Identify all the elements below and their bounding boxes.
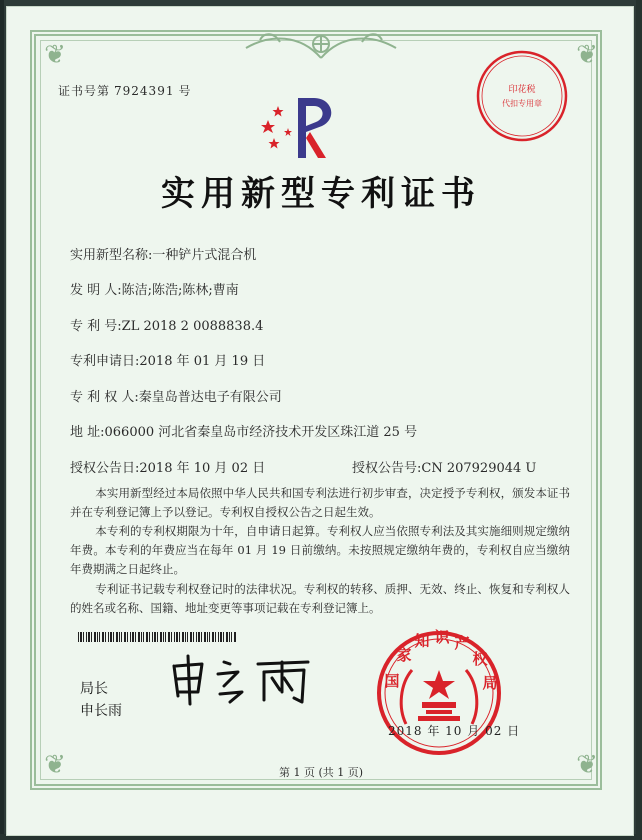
- svg-text:识: 识: [434, 628, 450, 646]
- field-row: [70, 421, 417, 440]
- stamp-duty-seal-line2: 代扣专用章: [502, 99, 542, 108]
- page-number: 第 1 页 (共 1 页): [278, 766, 364, 779]
- certificate-number-value: 7924391: [114, 84, 175, 98]
- barcode: [78, 632, 238, 642]
- grant-date-label: 授权公告日:: [70, 461, 140, 476]
- field-label: 实用新型名称:: [70, 248, 153, 263]
- certificate-number-label: 证书号第: [58, 84, 111, 98]
- svg-text:产: 产: [454, 634, 470, 652]
- paragraph: 本实用新型经过本局依照中华人民共和国专利法进行初步审查，决定授予专利权，颁发本证书并在专利登记簿上予以登记。专利权自授权公告之日起生效。: [70, 486, 570, 519]
- grant-date: [70, 457, 265, 476]
- certificate-number-suffix: 号: [178, 84, 192, 98]
- field-row: [70, 350, 265, 369]
- certificate-number: [58, 82, 195, 99]
- stamp-duty-seal-line1: 印花税: [508, 85, 536, 95]
- field-value: ZL 2018 2 0088838.4: [121, 319, 264, 334]
- svg-text:局: 局: [482, 674, 498, 692]
- field-label: 专 利 权 人:: [70, 390, 139, 405]
- field-row: [70, 244, 256, 263]
- corner-ornament-icon: ❦: [576, 750, 598, 780]
- corner-ornament-icon: ❦: [44, 40, 66, 70]
- svg-text:家: 家: [396, 646, 412, 664]
- field-value: 2018 年 01 月 19 日: [139, 354, 266, 369]
- field-label: 专 利 号:: [70, 319, 122, 334]
- svg-text:知: 知: [414, 632, 430, 650]
- director-name: 申长雨: [80, 703, 122, 719]
- field-row: [70, 279, 239, 298]
- field-value: 秦皇岛普达电子有限公司: [138, 390, 282, 405]
- patent-office-logo-icon: [260, 92, 350, 162]
- handwritten-signature: [168, 652, 318, 708]
- paragraph: 本专利的专利权期限为十年，自申请日起算。专利权人应当依照专利法及其实施细则规定缴纳年费。本专利的年费应当在每年 01 月 19 日前缴纳。未按照规定缴纳年费的，专利权自应当缴纳年费期满之日起终止。: [70, 524, 570, 576]
- grant-number-value: CN 207929044 U: [421, 461, 537, 476]
- field-row: [70, 315, 263, 334]
- svg-text:国: 国: [384, 672, 400, 690]
- paragraph: 专利证书记载专利权登记时的法律状况。专利权的转移、质押、无效、终止、恢复和专利权人的姓名或名称、国籍、地址变更等事项记载在专利登记簿上。: [70, 582, 570, 615]
- floral-ornament-icon: [240, 28, 402, 64]
- scan-edge-right: [636, 0, 642, 840]
- field-label: 专利申请日:: [70, 354, 140, 369]
- field-value: 066000 河北省秦皇岛市经济技术开发区珠江道 25 号: [104, 425, 418, 440]
- seal-date: 2018 年 10 月 02 日: [388, 724, 521, 738]
- grant-date-value: 2018 年 10 月 02 日: [139, 461, 266, 476]
- corner-ornament-icon: ❦: [576, 40, 598, 70]
- field-row: [70, 386, 282, 405]
- field-value: 陈洁;陈浩;陈林;曹南: [121, 283, 239, 298]
- stamp-duty-seal: [474, 48, 570, 144]
- certificate-title: 实用新型专利证书: [161, 174, 481, 214]
- scan-edge-left: [0, 0, 4, 840]
- field-label: 地 址:: [70, 425, 105, 440]
- corner-ornament-icon: ❦: [44, 750, 66, 780]
- grant-number: [352, 457, 536, 476]
- svg-text:权: 权: [472, 650, 488, 668]
- field-value: 一种铲片式混合机: [152, 248, 257, 263]
- director-title: 局长: [80, 681, 108, 697]
- field-label: 发 明 人:: [70, 283, 122, 298]
- grant-number-label: 授权公告号:: [352, 461, 422, 476]
